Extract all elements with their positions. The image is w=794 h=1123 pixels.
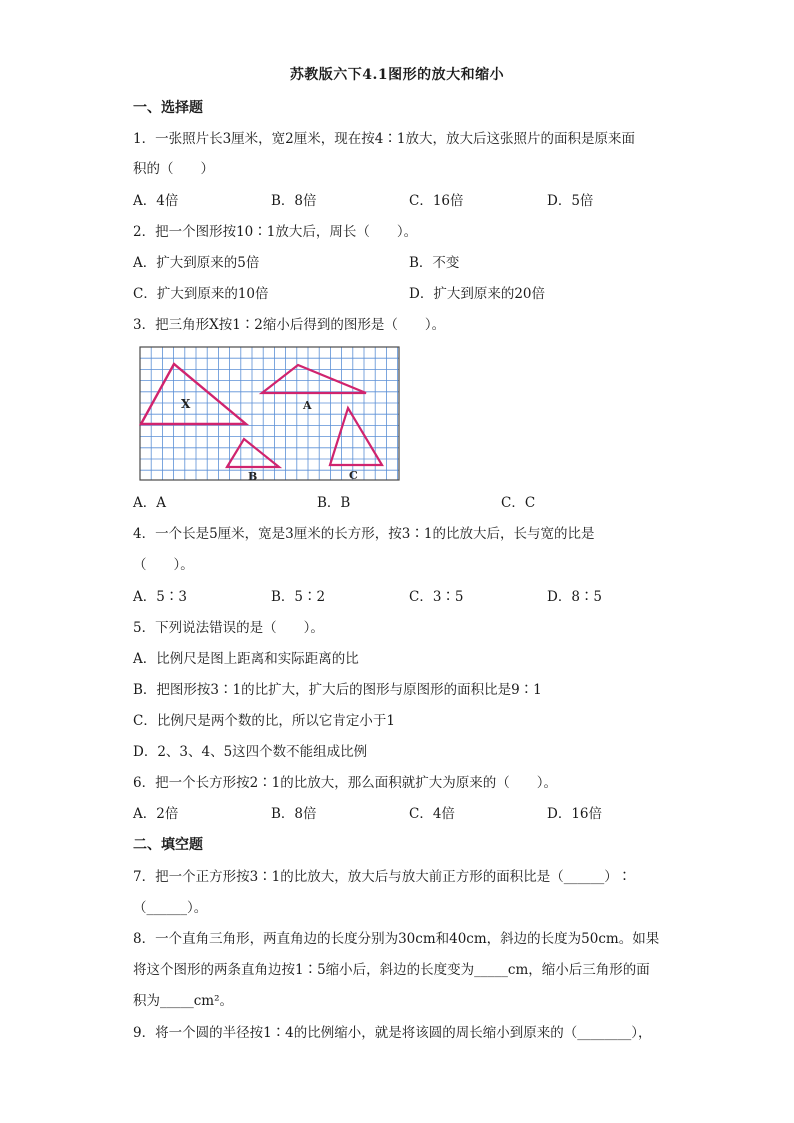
question-6-option-d[interactable]: D．16倍 [547, 806, 603, 822]
label-a: A [303, 399, 312, 412]
question-1-text-line2: 积的（ ） [133, 161, 214, 177]
label-b: B [248, 470, 258, 482]
question-2-option-d[interactable]: D．扩大到原来的20倍 [409, 286, 546, 302]
question-1-option-b[interactable]: B．8倍 [271, 193, 317, 209]
question-2-text: 2．把一个图形按10∶1放大后，周长（ ）。 [133, 224, 418, 240]
question-3-option-c[interactable]: C．C [501, 495, 536, 511]
question-8-text-line2: 将这个图形的两条直角边按1∶5缩小后，斜边的长度变为_____cm，缩小后三角形的面 [133, 962, 650, 978]
question-5-option-b[interactable]: B．把图形按3∶1的比扩大，扩大后的图形与原图形的面积比是9∶1 [133, 682, 542, 698]
question-6-option-a[interactable]: A．2倍 [133, 806, 179, 822]
page-title: 苏教版六下4.1图形的放大和缩小 [289, 67, 505, 83]
section-heading-choice: 一、选择题 [133, 100, 203, 116]
question-3-option-a[interactable]: A．A [133, 495, 166, 511]
question-9-text-line1: 9．将一个圆的半径按1∶4的比例缩小，就是将该圆的周长缩小到原来的（________）， [133, 1025, 652, 1041]
question-2-option-c[interactable]: C．扩大到原来的10倍 [133, 286, 269, 302]
section-heading-fill: 二、填空题 [133, 837, 203, 853]
triangle-grid-figure [139, 346, 401, 482]
question-5-option-d[interactable]: D．2、3、4、5这四个数不能组成比例 [133, 744, 368, 760]
question-4-option-a[interactable]: A．5∶3 [133, 589, 187, 605]
question-6-option-c[interactable]: C．4倍 [409, 806, 455, 822]
question-5-text: 5．下列说法错误的是（ ）。 [133, 620, 324, 636]
question-1-option-d[interactable]: D．5倍 [547, 193, 594, 209]
question-2-option-b[interactable]: B．不变 [409, 255, 460, 271]
question-8-text-line1: 8．一个直角三角形，两直角边的长度分别为30cm和40cm，斜边的长度为50cm。如果 [133, 931, 660, 947]
question-4-option-b[interactable]: B．5∶2 [271, 589, 326, 605]
question-4-option-c[interactable]: C．3∶5 [409, 589, 464, 605]
question-2-option-a[interactable]: A．扩大到原来的5倍 [133, 255, 260, 271]
label-c: C [349, 469, 358, 482]
triangle-x [141, 364, 246, 424]
question-6-text: 6．把一个长方形按2∶1的比放大，那么面积就扩大为原来的（ ）。 [133, 775, 558, 791]
question-6-option-b[interactable]: B．8倍 [271, 806, 317, 822]
question-3-option-b[interactable]: B．B [317, 495, 351, 511]
question-4-text-line2: （ ）。 [133, 557, 194, 573]
question-7-text-line1: 7．把一个正方形按3∶1的比放大，放大后与放大前正方形的面积比是（______）∶ [133, 869, 632, 885]
label-x: X [181, 397, 191, 411]
question-4-text-line1: 4．一个长是5厘米，宽是3厘米的长方形，按3∶1的比放大后，长与宽的比是 [133, 526, 595, 542]
question-5-option-a[interactable]: A．比例尺是图上距离和实际距离的比 [133, 651, 359, 667]
question-8-text-line3: 积为_____cm²。 [133, 993, 234, 1009]
question-7-text-line2: （______）。 [133, 900, 208, 916]
question-1-option-c[interactable]: C．16倍 [409, 193, 464, 209]
question-4-option-d[interactable]: D．8∶5 [547, 589, 603, 605]
triangle-b [227, 439, 279, 467]
question-1-text-line1: 1．一张照片长3厘米，宽2厘米，现在按4∶1放大，放大后这张照片的面积是原来面 [133, 131, 635, 147]
question-5-option-c[interactable]: C．比例尺是两个数的比，所以它肯定小于1 [133, 713, 395, 729]
question-1-option-a[interactable]: A．4倍 [133, 193, 179, 209]
question-3-text: 3．把三角形X按1∶2缩小后得到的图形是（ ）。 [133, 317, 446, 333]
